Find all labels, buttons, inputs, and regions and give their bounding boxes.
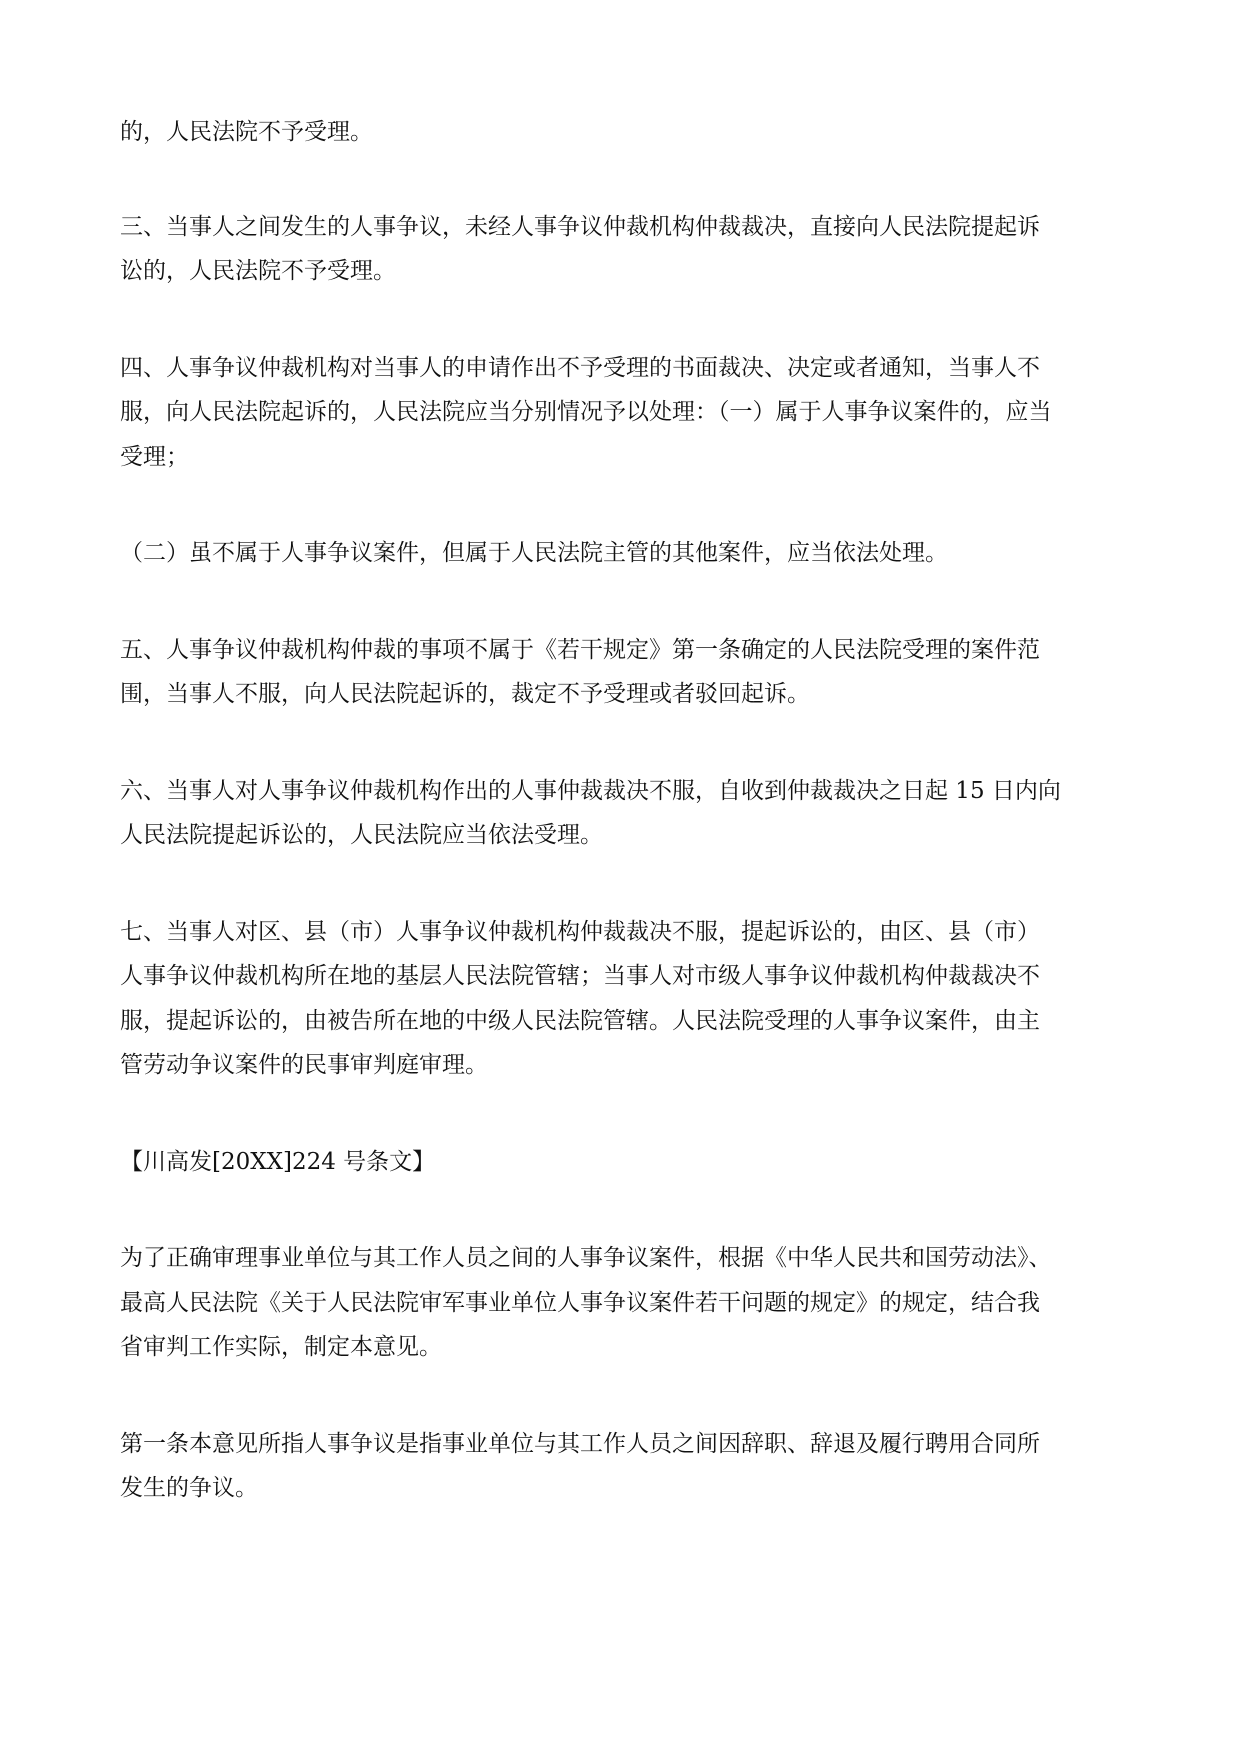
text-line: 管劳动争议案件的民事审判庭审理。 bbox=[120, 1052, 488, 1078]
paragraph-preamble bbox=[120, 1236, 1130, 1370]
text-line: 为了正确审理事业单位与其工作人员之间的人事争议案件，根据《中华人民共和国劳动法》、 bbox=[120, 1245, 1052, 1271]
text-line: 发生的争议。 bbox=[120, 1475, 258, 1501]
text-line: 的，人民法院不予受理。 bbox=[120, 119, 373, 145]
text-line: 四、人事争议仲裁机构对当事人的申请作出不予受理的书面裁决、决定或者通知，当事人不 bbox=[120, 354, 1040, 381]
text-line: 三、当事人之间发生的人事争议，未经人事争议仲裁机构仲裁裁决，直接向人民法院提起诉 bbox=[120, 213, 1040, 240]
text-line: 省审判工作实际，制定本意见。 bbox=[120, 1334, 442, 1360]
section-heading bbox=[120, 1140, 1130, 1185]
text-line: 人事争议仲裁机构所在地的基层人民法院管辖；当事人对市级人事争议仲裁机构仲裁裁决不 bbox=[120, 963, 1040, 989]
paragraph-article-4 bbox=[120, 346, 1130, 480]
text-line: （二）虽不属于人事争议案件，但属于人民法院主管的其他案件，应当依法处理。 bbox=[120, 540, 948, 566]
text-line: 服，向人民法院起诉的，人民法院应当分别情况予以处理：（一）属于人事争议案件的，应当 bbox=[120, 399, 1052, 425]
text-line: 讼的，人民法院不予受理。 bbox=[120, 258, 396, 284]
text-line: 最高人民法院《关于人民法院审军事业单位人事争议案件若干问题的规定》的规定，结合我 bbox=[120, 1289, 1040, 1316]
text-line: 六、当事人对人事争议仲裁机构作出的人事仲裁裁决不服，自收到仲裁裁决之日起 15 日内向 bbox=[120, 777, 1061, 804]
paragraph-article-1 bbox=[120, 1422, 1130, 1511]
paragraph-article-3 bbox=[120, 205, 1130, 294]
text-line: 人民法院提起诉讼的，人民法院应当依法受理。 bbox=[120, 822, 603, 848]
paragraph-article-6 bbox=[120, 769, 1130, 858]
text-line: 围，当事人不服，向人民法院起诉的，裁定不予受理或者驳回起诉。 bbox=[120, 681, 810, 707]
text-line: 服，提起诉讼的，由被告所在地的中级人民法院管辖。人民法院受理的人事争议案件，由主 bbox=[120, 1007, 1040, 1034]
paragraph-article-7 bbox=[120, 910, 1130, 1088]
text-line: 五、人事争议仲裁机构仲裁的事项不属于《若干规定》第一条确定的人民法院受理的案件范 bbox=[120, 636, 1040, 663]
text-line: 七、当事人对区、县（市）人事争议仲裁机构仲裁裁决不服，提起诉讼的，由区、县（市） bbox=[120, 918, 1040, 945]
paragraph-article-4-item-2 bbox=[120, 531, 1130, 576]
paragraph-continuation bbox=[120, 110, 1130, 155]
text-line: 第一条本意见所指人事争议是指事业单位与其工作人员之间因辞职、辞退及履行聘用合同所 bbox=[120, 1430, 1040, 1457]
paragraph-article-5 bbox=[120, 628, 1130, 717]
text-line: 【川高发[20XX]224 号条文】 bbox=[120, 1148, 436, 1175]
document-page bbox=[120, 110, 1130, 1563]
text-line: 受理； bbox=[120, 443, 189, 470]
